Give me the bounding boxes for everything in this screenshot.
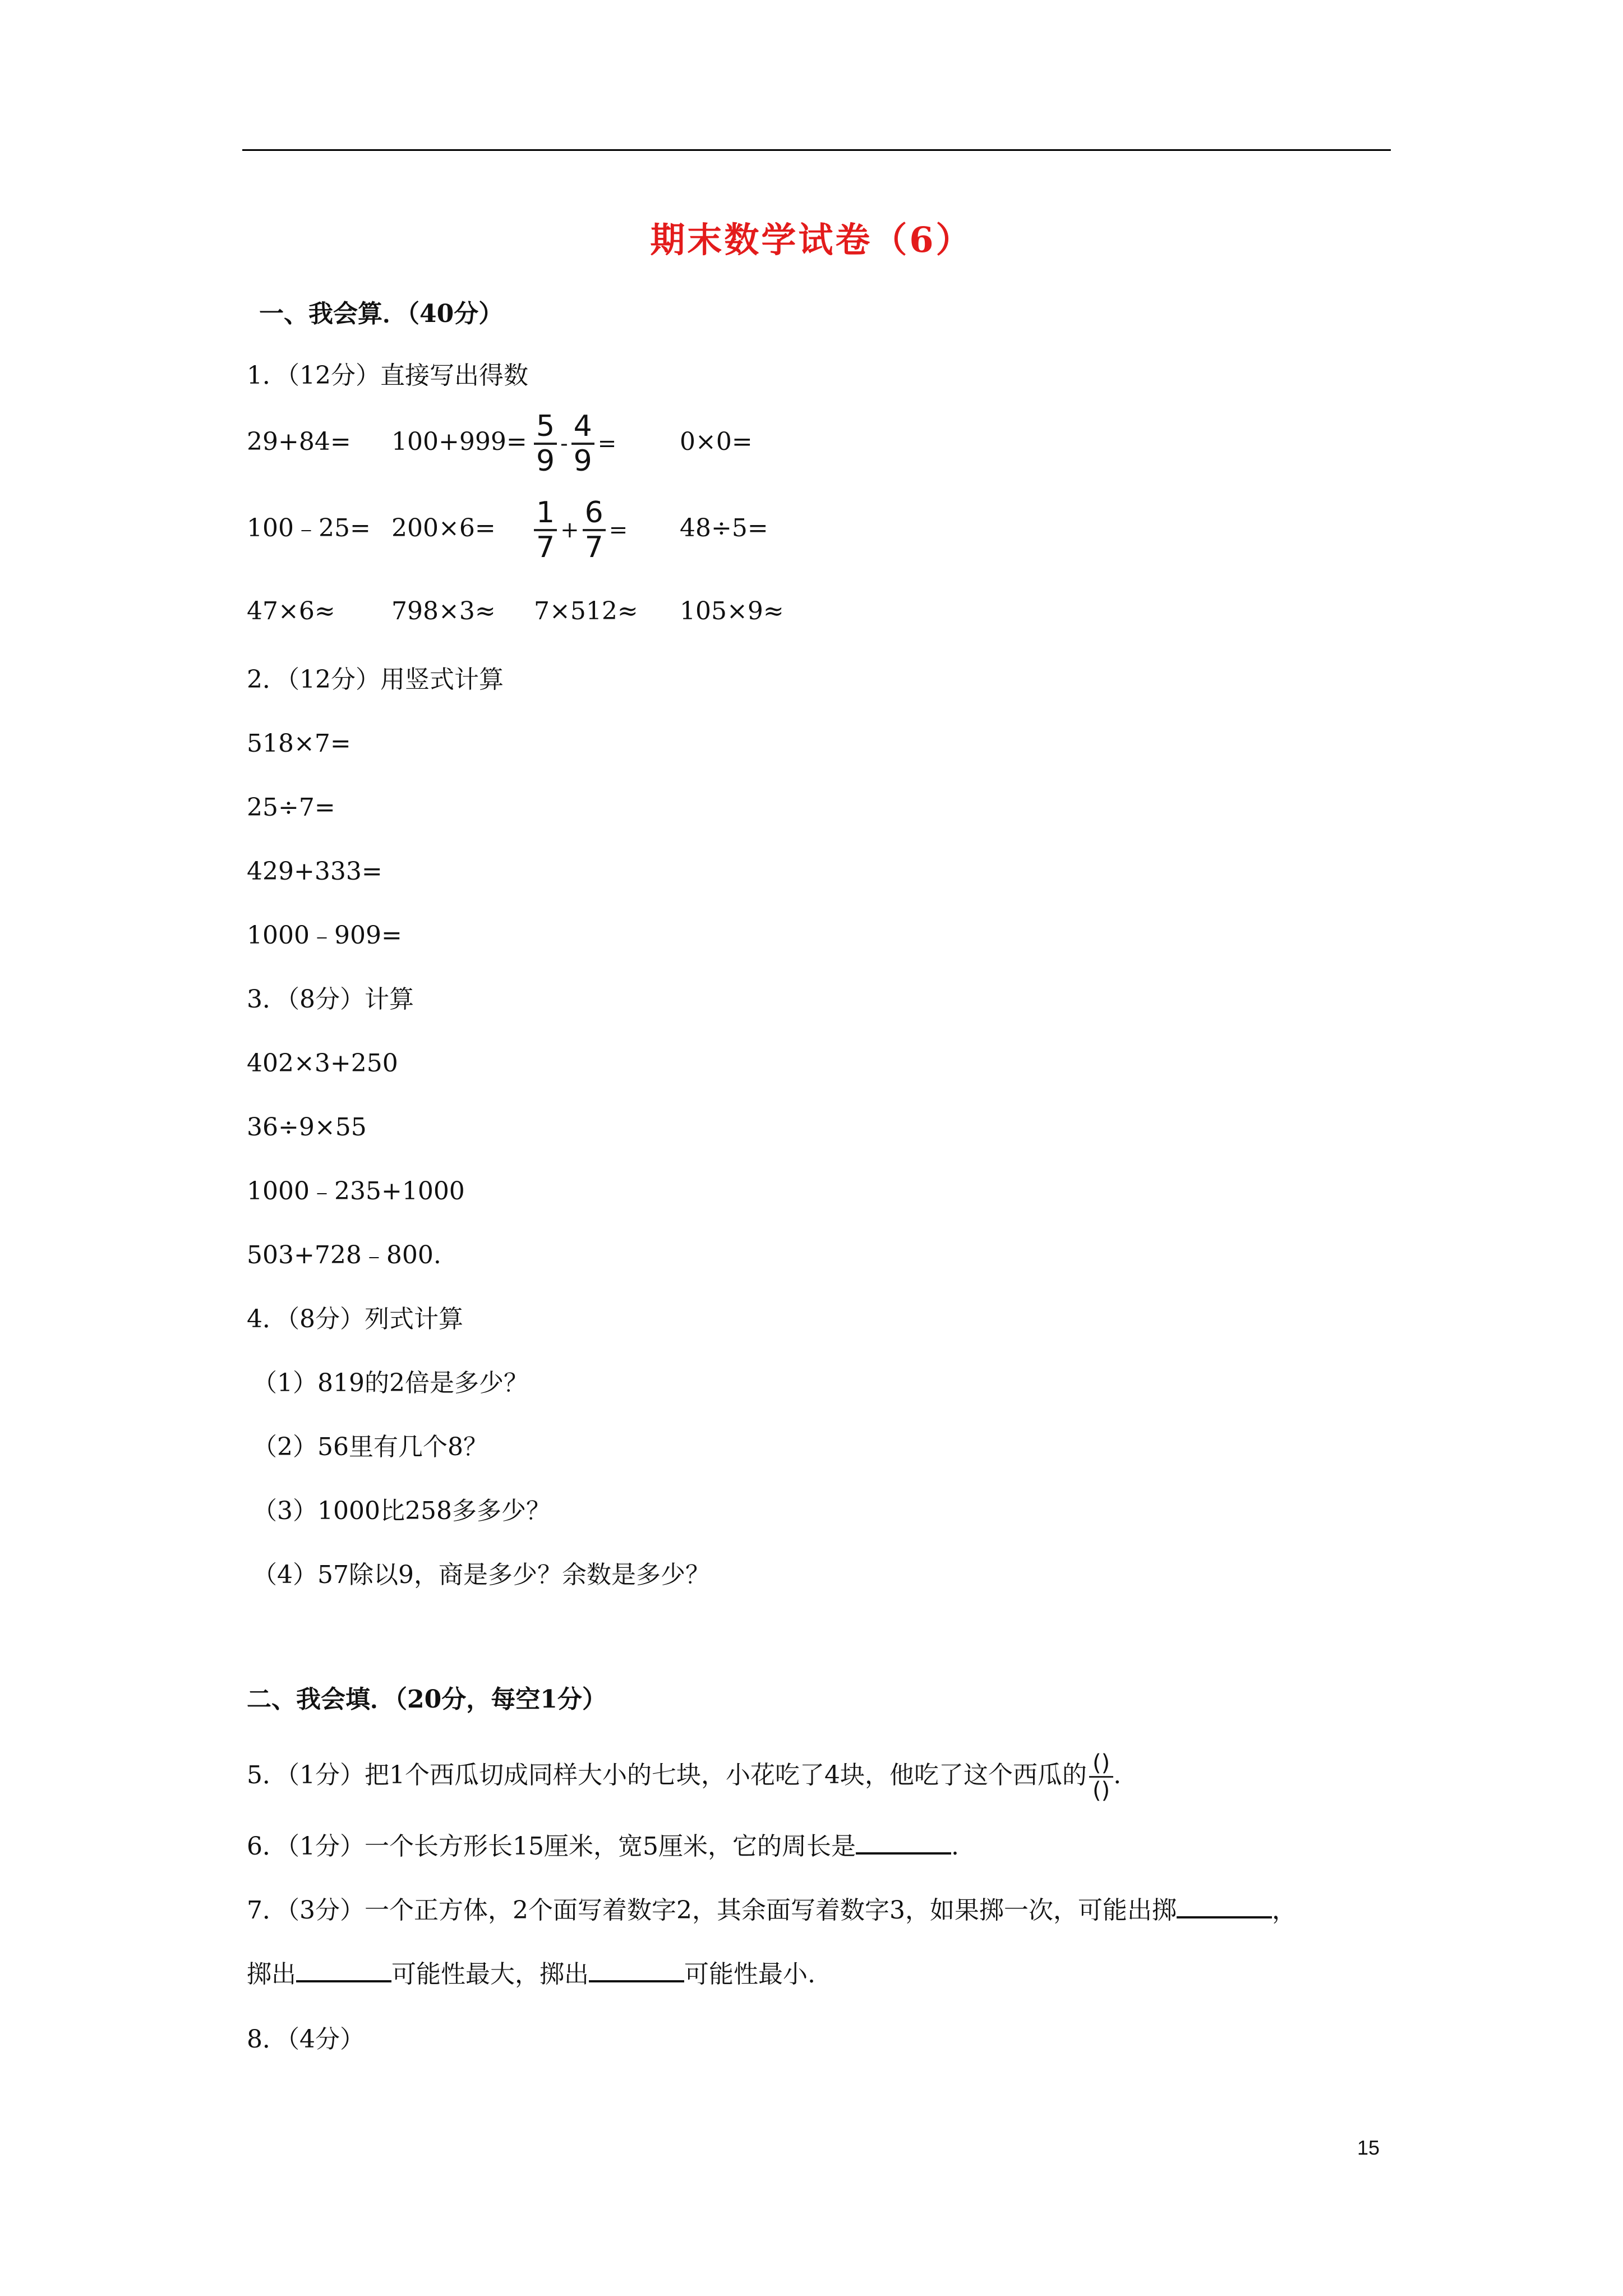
q7-line-2: 掷出 可能性最大，掷出 可能性最小. <box>247 1958 815 1991</box>
q4-label: 4．（8分）列式计算 <box>247 1305 463 1333</box>
q3-label: 3．（8分）计算 <box>247 985 414 1014</box>
q1-r1-item-1: 29+84= <box>247 427 351 456</box>
header-rule <box>242 149 1391 151</box>
q3-item-3: 1000﹣235+1000 <box>247 1177 465 1205</box>
q2-item-2: 25÷7= <box>247 793 335 822</box>
q5-text: 5．（1分）把1个西瓜切成同样大小的七块，小花吃了4块，他吃了这个西瓜的 <box>247 1761 1087 1789</box>
q4-item-2: （2）56里有几个8？ <box>252 1433 488 1461</box>
q1-r2-fraction-expr: $\frac{1}{7}$ + $\frac{6}{7}$ = <box>534 489 631 569</box>
q1-row-2 <box>247 489 1424 568</box>
q2-item-4: 1000﹣909= <box>247 921 402 950</box>
q1-r1-item-4: 0×0= <box>680 427 753 456</box>
q1-r2-item-4: 48÷5= <box>680 514 768 542</box>
q2-label: 2．（12分）用竖式计算 <box>247 665 504 694</box>
exam-title: 期末数学试卷（6） <box>650 219 973 260</box>
q4-item-4: （4）57除以9，商是多少？余数是多少？ <box>252 1561 710 1589</box>
q4-item-3: （3）1000比258多多少？ <box>252 1497 551 1525</box>
q1-r2-item-1: 100﹣25= <box>247 514 371 542</box>
q1-r2-item-2: 200×6= <box>391 514 496 542</box>
q3-item-1: 402×3+250 <box>247 1049 398 1078</box>
q1-r3-item-3: 7×512≈ <box>534 597 638 625</box>
fraction-5-9: $\frac{5}{9}$ <box>534 410 557 477</box>
q4-item-1: （1）819的2倍是多少？ <box>252 1369 528 1397</box>
fraction-1-7: $\frac{1}{7}$ <box>534 496 557 564</box>
q8-label: 8．（4分） <box>247 2025 365 2054</box>
q7-text-a: 7．（3分）一个正方体，2个面写着数字2，其余面写着数字3，如果掷一次，可能出掷 <box>247 1896 1177 1925</box>
q1-r1-fraction-expr: $\frac{5}{9}$ - $\frac{4}{9}$ = <box>534 403 620 483</box>
q6-text: 6．（1分）一个长方形长15厘米，宽5厘米，它的周长是 <box>247 1832 856 1861</box>
q1-r3-item-4: 105×9≈ <box>680 597 784 625</box>
answer-blank[interactable] <box>296 1958 391 1982</box>
q1-r1-item-2: 100+999= <box>391 427 527 456</box>
q3-item-4: 503+728﹣800. <box>247 1241 441 1269</box>
q5: 5．（1分）把1个西瓜切成同样大小的七块，小花吃了4块，他吃了这个西瓜的 $\frac{()}{()}$ . <box>247 1750 1122 1803</box>
answer-blank[interactable] <box>1177 1894 1272 1918</box>
section2-heading: 二、我会填．（20分，每空1分） <box>247 1685 607 1714</box>
answer-blank[interactable] <box>856 1830 951 1855</box>
q1-r3-item-1: 47×6≈ <box>247 597 335 625</box>
fraction-6-7: $\frac{6}{7}$ <box>583 496 606 564</box>
answer-fraction-placeholder: $\frac{()}{()}$ <box>1089 1750 1113 1803</box>
q2-item-1: 518×7= <box>247 729 351 758</box>
q1-r3-item-2: 798×3≈ <box>391 597 496 625</box>
q2-item-3: 429+333= <box>247 857 382 886</box>
q1-label: 1．（12分）直接写出得数 <box>247 361 528 390</box>
q6: 6．（1分）一个长方形长15厘米，宽5厘米，它的周长是 . <box>247 1830 959 1864</box>
q1-row-3 <box>247 578 1424 645</box>
page-number: 15 <box>1357 2136 1380 2159</box>
q1-row-1 <box>247 403 1424 481</box>
section1-heading: 一、我会算．（40分） <box>259 300 504 328</box>
q3-item-2: 36÷9×55 <box>247 1113 367 1142</box>
q7-line-1: 7．（3分）一个正方体，2个面写着数字2，其余面写着数字3，如果掷一次，可能出掷 ， <box>247 1894 1297 1927</box>
fraction-4-9: $\frac{4}{9}$ <box>571 410 594 477</box>
answer-blank[interactable] <box>589 1958 684 1982</box>
